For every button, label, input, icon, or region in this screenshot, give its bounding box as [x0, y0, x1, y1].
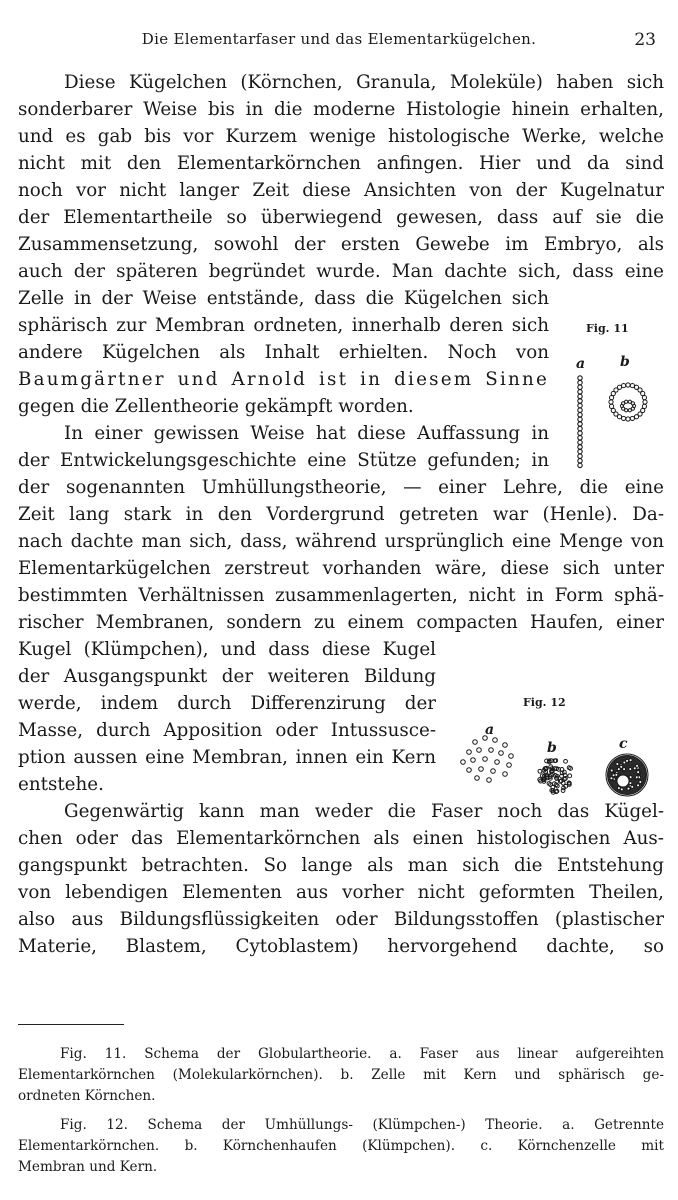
granule [499, 751, 504, 756]
text-line: sonderbarer Weise bis in die moderne Histologie hinein erhalten, [18, 99, 664, 120]
granule [578, 417, 582, 421]
text-line: Zusammensetzung, sowohl der ersten Gewebe im Embryo, als [18, 234, 664, 255]
text-line: und es gab bis vor Kurzem wenige histologische Werke, welche [18, 126, 664, 147]
granule [611, 408, 615, 412]
granule [538, 769, 542, 773]
granule [629, 776, 632, 779]
text-line: Zeit lang stark in den Vordergrund getreten war (Henle). Da- [18, 504, 664, 525]
figure-11-caption: Fig. 11 [586, 322, 629, 335]
granule [578, 385, 582, 389]
granule [625, 400, 628, 403]
granule [578, 413, 582, 417]
granule [475, 776, 480, 781]
granule [620, 788, 623, 791]
granule [467, 768, 472, 773]
granule [467, 750, 472, 755]
figure-12-caption: Fig. 12 [523, 696, 566, 709]
granule [622, 383, 626, 387]
granule [568, 774, 572, 778]
text-line: Zelle in der Weise entstände, dass die Kügelchen sich [18, 288, 549, 309]
granule [491, 769, 496, 774]
text-line: Diese Kügelchen (Körnchen, Granula, Moleküle) haben sich [64, 72, 664, 93]
footnote-line: Fig. 12. Schema der Umhüllungs- (Klümpchen-) Theorie. a. Getrennte [60, 1117, 664, 1133]
text-line: noch vor nicht langer Zeit diese Ansichten von der Kugelnatur [18, 180, 664, 201]
granule [623, 768, 626, 771]
granule [630, 416, 634, 420]
granule [578, 440, 582, 444]
granule [578, 408, 582, 412]
footnote-line: ordneten Körnchen. [18, 1088, 156, 1104]
granule [641, 391, 645, 395]
granule [477, 748, 482, 753]
granule [609, 404, 613, 408]
bead-chain-fiber [578, 376, 582, 468]
granule [626, 383, 630, 387]
granule [642, 404, 646, 408]
granule [461, 760, 466, 765]
text-line: Masse, durch Apposition oder Intussusce- [18, 720, 436, 741]
figure-12 [455, 690, 665, 800]
text-line: Elementarkügelchen zerstreut vorhanden wäre, diese sich unter [18, 558, 664, 579]
granule [503, 772, 508, 777]
footnote-line: Elementarkörnchen. b. Körnchenhaufen (Klümpchen). c. Körnchenzelle mit [18, 1138, 664, 1154]
granule [578, 454, 582, 458]
granule [578, 463, 582, 467]
running-header [0, 30, 678, 56]
running-title: Die Elementarfaser und das Elementarkügelchen. [141, 30, 537, 48]
figure-11-label-a: a [576, 356, 586, 372]
granule [643, 400, 647, 404]
granule [626, 759, 629, 762]
text-line: In einer gewissen Weise hat diese Auffassung in [64, 423, 549, 444]
granule [564, 759, 568, 763]
text-line: nach dachte man sich, dass, während ursprünglich eine Menge von [18, 531, 664, 552]
text-line: ption aussen eine Membran, innen ein Kern [18, 747, 436, 768]
granule [483, 736, 488, 741]
text-line: gangspunkt betrachten. So lange als man sich die Entstehung [18, 855, 664, 876]
granule [509, 754, 514, 759]
granule [578, 449, 582, 453]
text-line: Kugel (Klümpchen), und dass diese Kugel [18, 639, 436, 660]
granule-cell-with-nucleus [606, 754, 648, 796]
granule [617, 768, 620, 771]
granule [578, 459, 582, 463]
granule [630, 383, 634, 387]
text-line: andere Kügelchen als Inhalt erhielten. Noch von [18, 342, 549, 363]
granule [578, 426, 582, 430]
text-line: bestimmten Verhältnissen zusammenlagerten, nicht in Form sphä- [18, 585, 664, 606]
footnote-line: Elementarkörnchen (Molekularkörnchen). b. Zelle mit Kern und sphärisch ge- [18, 1067, 664, 1083]
granule [578, 431, 582, 435]
granule [629, 768, 632, 771]
granule [617, 385, 621, 389]
text-line: der Elementartheile so überwiegend gewesen, dass auf sie die [18, 207, 664, 228]
text-line: also aus Bildungsflüssigkeiten oder Bildungsstoffen (plastischer [18, 909, 664, 930]
granule [578, 436, 582, 440]
granule [637, 771, 640, 774]
text-line: auch der späteren begründet wurde. Man dachte sich, dass eine [18, 261, 664, 282]
granule [629, 759, 632, 762]
granule [628, 409, 631, 412]
granule [578, 422, 582, 426]
granule [639, 780, 642, 783]
text-line: der sogenannten Umhüllungstheorie, — einer Lehre, die eine [18, 477, 664, 498]
scattered-granules [461, 736, 514, 783]
granule [473, 740, 478, 745]
footnote-rule [18, 1024, 124, 1025]
granule-cell [609, 383, 647, 421]
granule [578, 376, 582, 380]
footnote-line: Membran und Kern. [18, 1159, 158, 1175]
figure-12-label-a: a [485, 722, 495, 738]
granule [489, 748, 494, 753]
granule [622, 416, 626, 420]
granule [635, 776, 638, 779]
granule [631, 785, 634, 788]
granule [610, 769, 613, 772]
text-line: Materie, Blastem, Cytoblastem) hervorgehend dachte, so [18, 936, 664, 957]
figure-12-label-b: b [547, 740, 557, 756]
granule [578, 403, 582, 407]
granule-cluster [538, 759, 573, 795]
granule [637, 784, 640, 787]
figure-11 [562, 322, 666, 472]
granule [636, 764, 639, 767]
text-line: der Entwickelungsgeschichte eine Stütze gefunden; in [18, 450, 549, 471]
granule [479, 767, 484, 772]
page-number: 23 [634, 30, 656, 50]
granule [642, 396, 646, 400]
granule [503, 743, 508, 748]
granule [627, 787, 630, 790]
figure-11-drawing [562, 322, 666, 472]
granule [578, 394, 582, 398]
granule [578, 380, 582, 384]
figure-12-label-c: c [619, 736, 628, 752]
text-line: rischer Membranen, sondern zu einem compacten Haufen, einer [18, 612, 664, 633]
granule [615, 773, 618, 776]
granule [617, 775, 629, 787]
text-line: der Ausgangspunkt der weiteren Bildung [18, 666, 436, 687]
granule [471, 758, 476, 763]
granule [578, 445, 582, 449]
granule [493, 738, 498, 743]
text-line: von lebendigen Elementen aus vorher nicht geformten Theilen, [18, 882, 664, 903]
granule [495, 760, 500, 765]
granule [616, 763, 619, 766]
text-line: gegen die Zellentheorie gekämpft worden. [18, 396, 414, 417]
text-line: Baumgärtner und Arnold ist in diesem Sinne [18, 369, 549, 390]
granule [578, 390, 582, 394]
text-line: sphärisch zur Membran ordneten, innerhalb deren sich [18, 315, 549, 336]
granule [609, 396, 613, 400]
granule [507, 763, 512, 768]
granule [487, 778, 492, 783]
granule [483, 757, 488, 762]
text-line: werde, indem durch Differenzirung der [18, 693, 436, 714]
figure-12-drawing [455, 690, 665, 800]
text-line: chen oder das Elementarkörnchen als einen histologischen Aus- [18, 828, 664, 849]
text-line: Gegenwärtig kann man weder die Faser noch das Kügel- [64, 801, 664, 822]
text-line: nicht mit den Elementarkörnchen anfingen. Hier und da sind [18, 153, 664, 174]
granule [578, 399, 582, 403]
figure-11-label-b: b [620, 354, 630, 370]
granule [626, 417, 630, 421]
footnote-line: Fig. 11. Schema der Globulartheorie. a. Faser aus linear aufgereihten [60, 1046, 664, 1062]
granule [609, 400, 613, 404]
granule [610, 777, 613, 780]
text-line: entstehe. [18, 774, 104, 795]
granule [634, 415, 638, 419]
granule [631, 402, 634, 405]
